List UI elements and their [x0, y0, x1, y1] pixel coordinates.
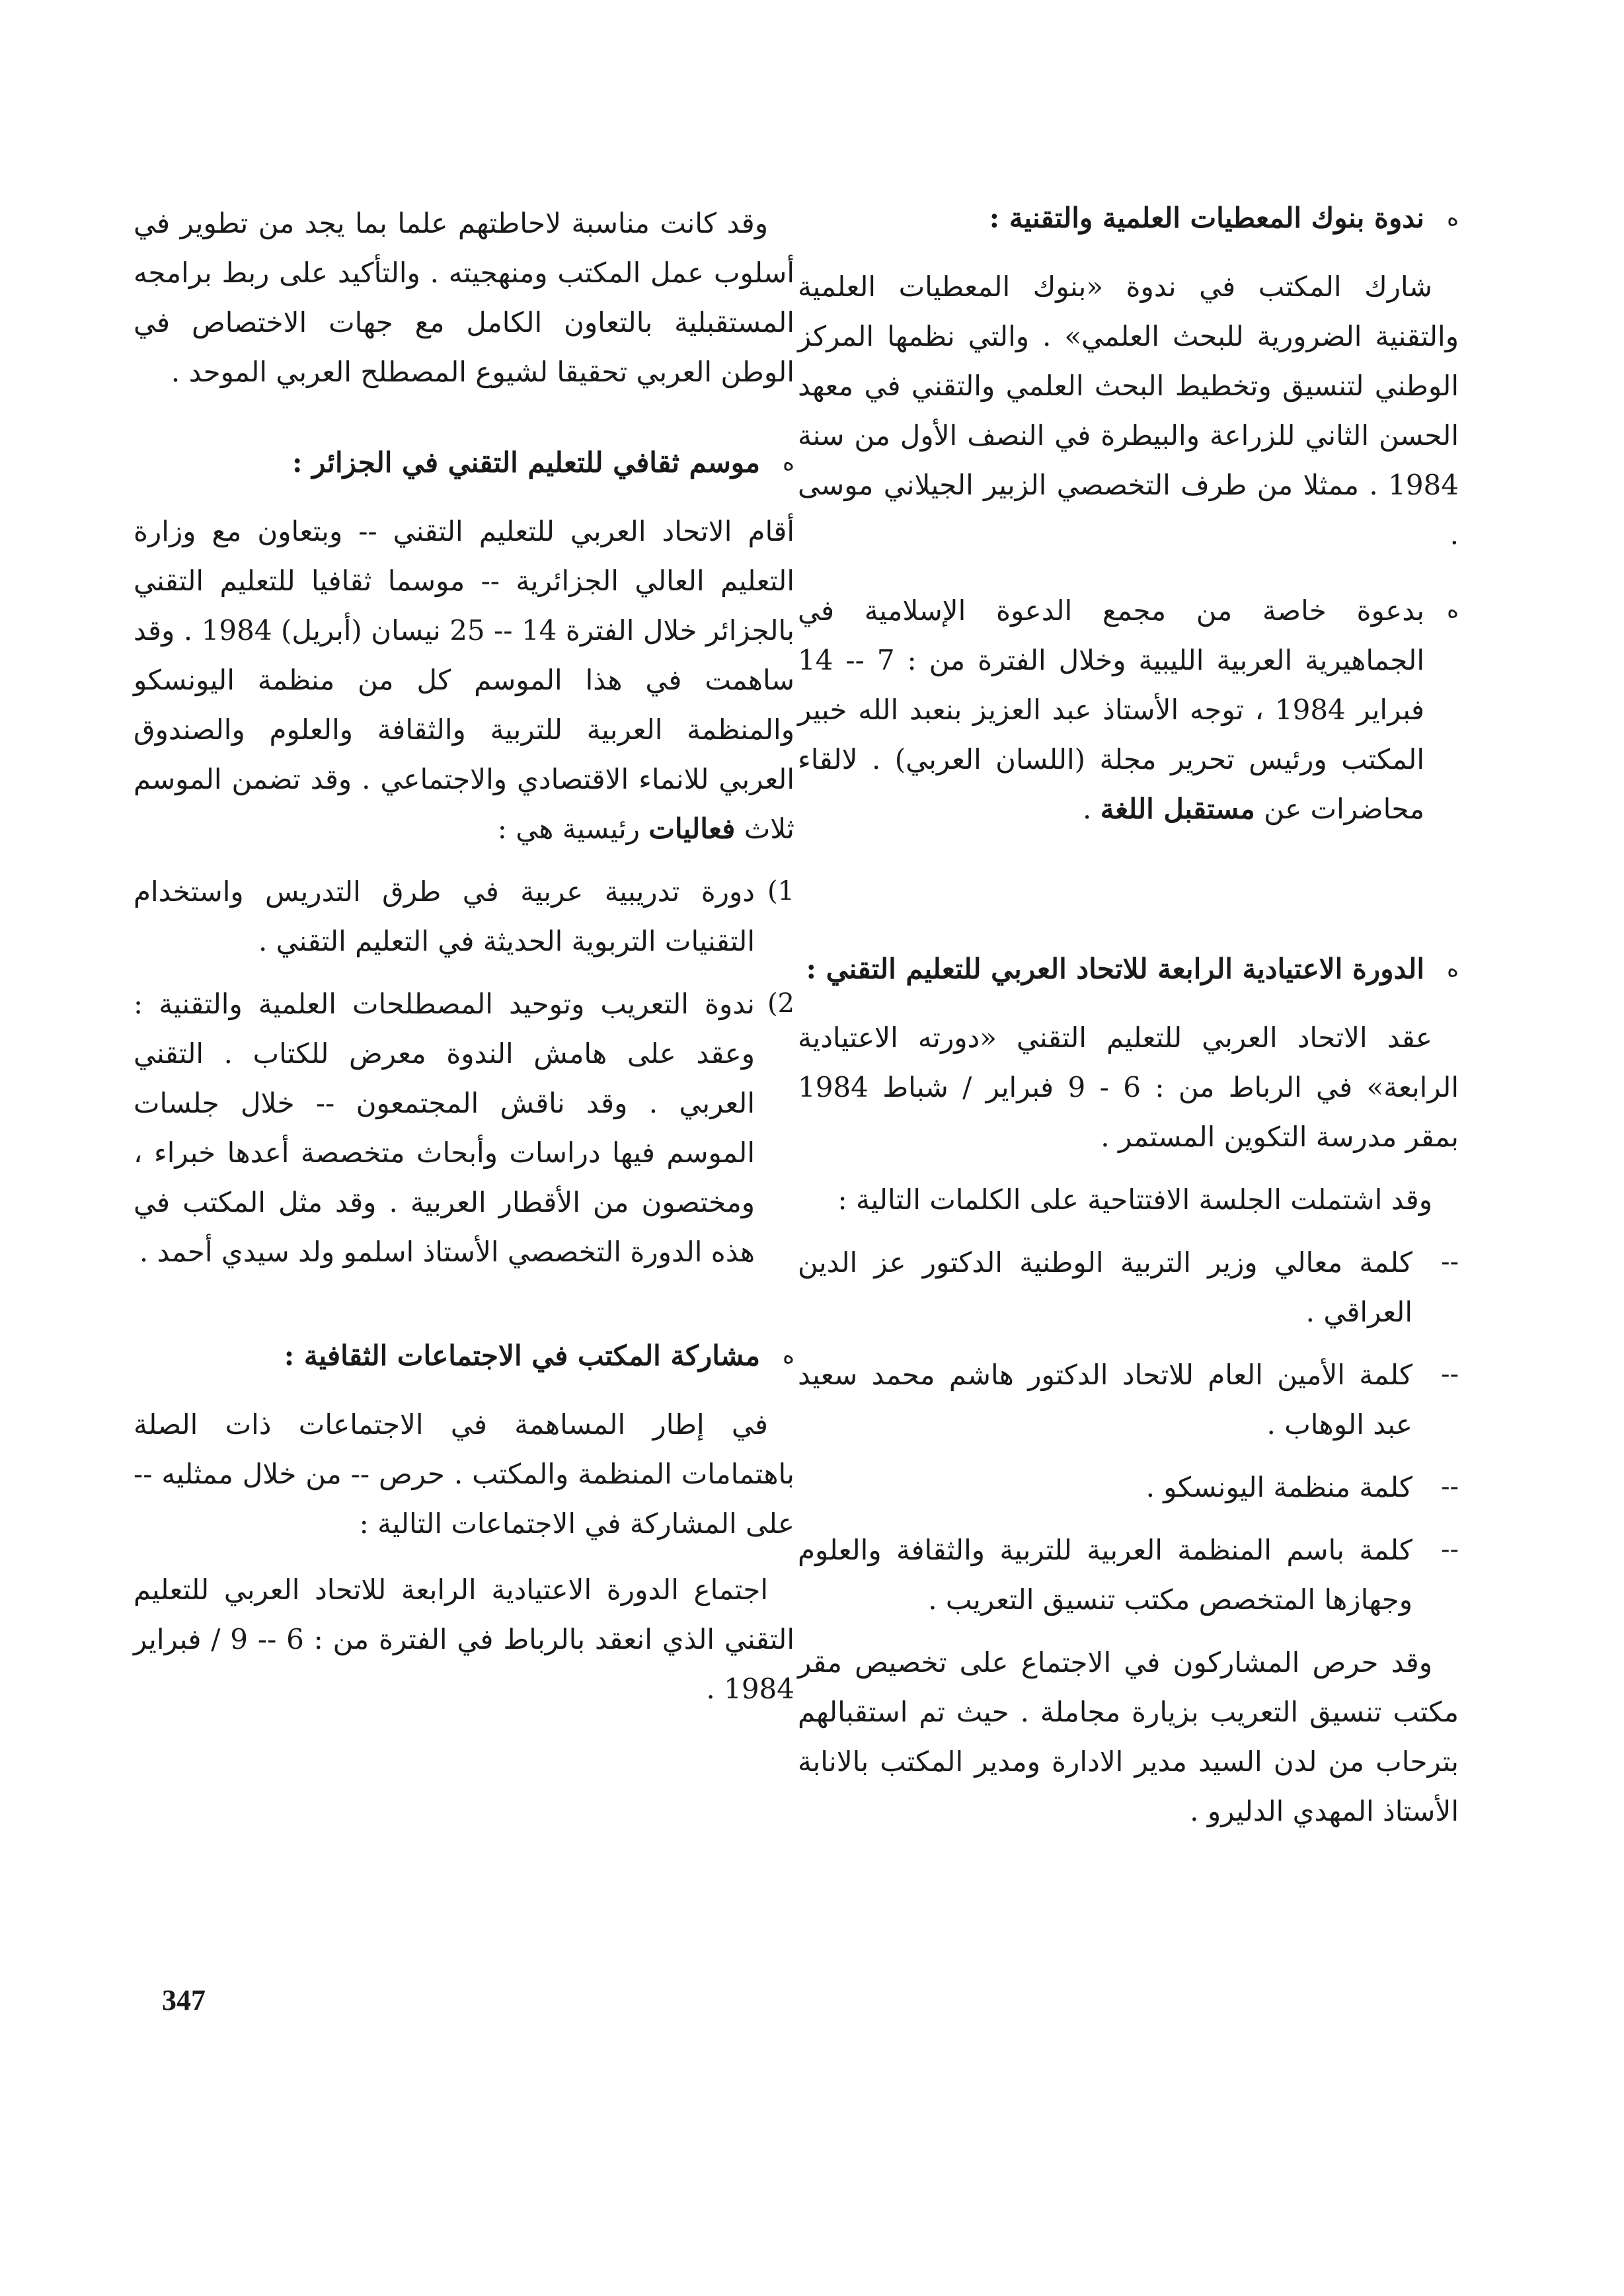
- bullet-mark: ه: [783, 1343, 794, 1369]
- list-item-text: كلمة الأمين العام للاتحاد الدكتور هاشم محمد سعيد عبد الوهاب .: [798, 1359, 1412, 1441]
- dash-mark: --: [1440, 1534, 1459, 1565]
- paragraph: شارك المكتب في ندوة «بنوك المعطيات العلمية والتقنية الضرورية للبحث العلمي» . والتي نظمها المركز الوطني لتنسيق وتخطيط البحث العلمي والتقني في معهد الحسن الثاني للزراعة والبيطرة في النصف الأول من سنة 1984 . ممثلا من طرف التخصصي الزبير الجيلاني موسى .: [798, 270, 1459, 551]
- dash-mark: --: [1440, 1359, 1459, 1390]
- bullet-mark: ه: [783, 450, 794, 476]
- section-heading: [798, 949, 1459, 989]
- paragraph: عقد الاتحاد العربي للتعليم التقني «دورته الاعتيادية الرابعة» في الرباط من : 6 - 9 فبراير / شباط 1984 بمقر مدرسة التكوين المستمر .: [798, 1021, 1459, 1153]
- section-fourth-session: [798, 949, 1459, 1836]
- paragraph: في إطار المساهمة في الاجتماعات ذات الصلة باهتمامات المنظمة والمكتب . حرص -- من خلال ممثليه -- على المشاركة في الاجتماعات التالية :: [134, 1408, 794, 1540]
- item-number: 2): [767, 988, 794, 1019]
- bullet-paragraph: [798, 586, 1459, 834]
- paragraph: وقد اشتملت الجلسة الافتتاحية على الكلمات التالية :: [837, 1183, 1432, 1216]
- list-item: [798, 1525, 1459, 1624]
- paragraph-text-end: .: [1082, 793, 1092, 825]
- heading-text: ندوة بنوك المعطيات العلمية والتقنية :: [989, 202, 1424, 234]
- paragraph-bold-text: مستقبل اللغة: [1100, 793, 1255, 825]
- section-cultural-meetings: [134, 1336, 794, 1714]
- section-data-banks: [798, 198, 1459, 559]
- paragraph-text-end: رئيسية هي :: [497, 812, 640, 845]
- right-column: [798, 198, 1459, 1836]
- left-column: [134, 198, 794, 1714]
- item-text: دورة تدريبية عربية في طرق التدريس واستخدام التقنيات التربوية الحديثة في التعليم التقني .: [134, 875, 755, 957]
- list-item: [798, 1350, 1459, 1449]
- list-item-text: كلمة باسم المنظمة العربية للتربية والثقافة والعلوم وجهازها المتخصص مكتب تنسيق التعريب .: [798, 1534, 1412, 1616]
- list-item: [798, 1462, 1459, 1512]
- section-heading: [134, 1336, 794, 1376]
- section-heading: [798, 198, 1459, 238]
- paragraph-text: أقام الاتحاد العربي للتعليم التقني -- وبتعاون مع وزارة التعليم العالي الجزائرية -- موسما ثقافيا للتعليم التقني بالجزائر خلال الفترة 14 -- 25 نيسان (أبريل) 1984 . وقد ساهمت في هذا الموسم كل من منظمة اليونسكو والمنظمة العربية للتربية والثقافة والعلوم والصندوق العربي للانماء الاقتصادي والاجتماعي . وقد تضمن الموسم ثلاث: [134, 515, 794, 845]
- list-item: [798, 1238, 1459, 1337]
- heading-text: الدورة الاعتيادية الرابعة للاتحاد العربي للتعليم التقني :: [806, 953, 1424, 985]
- paragraph-text: بدعوة خاصة من مجمع الدعوة الإسلامية في الجماهيرية العربية الليبية وخلال الفترة من : 7 -- 14 فبراير 1984 ، توجه الأستاذ عبد العزيز بنعبد الله خبير المكتب ورئيس تحرير مجلة (اللسان العربي) . لالقاء محاضرات عن: [798, 594, 1424, 825]
- item-text: ندوة التعريب وتوحيد المصطلحات العلمية والتقنية : وعقد على هامش الندوة معرض للكتاب . التقني العربي . وقد ناقش المجتمعون -- خلال جلسات الموسم فيها دراسات وأبحاث متخصصة أعدها خبراء ، ومختصون من الأقطار العربية . وقد مثل المكتب في هذه الدورة التخصصي الأستاذ اسلمو ولد سيدي أحمد .: [134, 988, 755, 1268]
- dash-mark: --: [1440, 1247, 1459, 1277]
- section-libya-invitation: [798, 586, 1459, 834]
- paragraph-continuation: وقد كانت مناسبة لاحاطتهم علما بما يجد من تطوير في أسلوب عمل المكتب ومنهجيته . والتأكيد على ربط برامجه المستقبلية بالتعاون الكامل مع جهات الاختصاص في الوطن العربي تحقيقا لشيوع المصطلح العربي الموحد .: [134, 207, 794, 388]
- paragraph: وقد حرص المشاركون في الاجتماع على تخصيص مقر مكتب تنسيق التعريب بزيارة مجاملة . حيث تم استقبالهم بترحاب من لدن السيد مدير الادارة ومدير المكتب بالانابة الأستاذ المهدي الدليرو .: [798, 1646, 1459, 1827]
- heading-text: موسم ثقافي للتعليم التقني في الجزائر :: [292, 446, 760, 479]
- bullet-mark: ه: [1447, 597, 1459, 623]
- heading-text: مشاركة المكتب في الاجتماعات الثقافية :: [284, 1339, 760, 1372]
- paragraph-bold-text: فعاليات: [648, 812, 736, 845]
- list-item-text: كلمة معالي وزير التربية الوطنية الدكتور عز الدين العراقي .: [798, 1246, 1412, 1328]
- section-heading: [134, 443, 794, 483]
- numbered-item: [134, 867, 794, 966]
- bullet-mark: ه: [1447, 205, 1459, 231]
- list-item-text: كلمة منظمة اليونسكو .: [1145, 1471, 1412, 1503]
- paragraph: [134, 506, 794, 853]
- bullet-mark: ه: [1447, 956, 1459, 982]
- section-algeria-season: [134, 443, 794, 1277]
- dash-mark: --: [1440, 1472, 1459, 1502]
- item-number: 1): [767, 876, 794, 906]
- numbered-item: [134, 979, 794, 1277]
- page-number: 347: [162, 1984, 206, 2016]
- paragraph: اجتماع الدورة الاعتيادية الرابعة للاتحاد العربي للتعليم التقني الذي انعقد بالرباط في الفترة من : 6 -- 9 / فبراير 1984 .: [134, 1573, 794, 1705]
